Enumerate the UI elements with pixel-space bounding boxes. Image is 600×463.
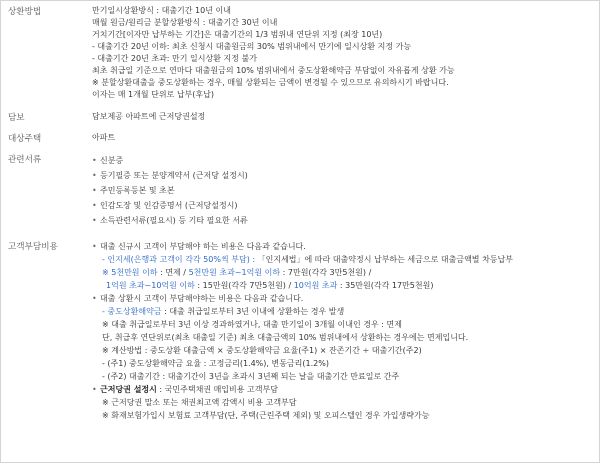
bullet-icon: • bbox=[92, 216, 97, 225]
prepayment-fee-note: 단, 취급후 연단위로(최초 대출일 기준) 최초 대출금액의 10% 범위내에서 상환하는 경우에는 면제입니다. bbox=[102, 333, 469, 342]
prepayment-fee-note: ※ 계산방법 : 중도상환 대출금액 × 중도상환해약금 요율(주1) × 잔존기간 ÷ 대출기간(주2) bbox=[102, 346, 422, 355]
prepayment-fee-note: - (주2) 대출기간 : 대출기간이 3년을 초과시 3년째 되는 날을 대출기간 만료일로 간주 bbox=[102, 372, 400, 381]
document-item: • 신분증 bbox=[92, 153, 598, 168]
document-item: • 등기필증 또는 분양계약서 (근저당 설정시) bbox=[92, 168, 598, 183]
label-collateral: 담보 bbox=[8, 113, 25, 123]
mortgage-lien-line: • 근저당권 설정시 : 국민주택채권 매입비용 고객부담 bbox=[92, 385, 278, 394]
stamp-tax-tiers: ※ 5천만원 이하 : 면제 / 5천만원 초과~1억원 이하 : 7만원(각각 3만5천원) / bbox=[102, 268, 372, 277]
documents-list bbox=[92, 153, 598, 228]
bullet-icon: • bbox=[92, 294, 97, 303]
cost-intro-repay: • 대출 상환시 고객이 부담해야하는 비용은 다음과 같습니다. bbox=[92, 294, 304, 303]
prepayment-fee-note: - (주1) 중도상환해약금 요율 : 고정금리(1.4%), 변동금리(1.2%) bbox=[102, 359, 329, 368]
repay-line: ※ 분할상환대출을 중도상환하는 경우, 매월 상환되는 금액이 변경될 수 있으므로 유의하시기 바랍니다. bbox=[92, 78, 449, 87]
label-documents: 관련서류 bbox=[8, 155, 42, 165]
repay-line: 거치기간[이자만 납부하는 기간]은 대출기간의 1/3 범위내 연단위 지정 (최장 10년) bbox=[92, 30, 383, 39]
value-collateral: 담보제공 아파트에 근저당권설정 bbox=[92, 112, 206, 121]
stamp-tax-tiers-2: 1억원 초과~10억원 이하 : 15만원(각각 7만5천원) / 10억원 초과 : 35만원(각각 17만5천원) bbox=[106, 281, 434, 290]
bullet-icon: • bbox=[92, 156, 97, 165]
customer-cost-details bbox=[92, 240, 598, 422]
label-customer-cost: 고객부담비용 bbox=[8, 242, 58, 252]
bullet-icon: • bbox=[92, 171, 97, 180]
bullet-icon: • bbox=[92, 186, 97, 195]
document-item: • 인감도장 및 인감증명서 (근저당설정시) bbox=[92, 198, 598, 213]
repay-line: 이자는 매 1개월 단위로 납부(후납) bbox=[92, 90, 214, 99]
prepayment-fee-note: ※ 대출 취급일로부터 3년 이상 경과하였거나, 대출 만기일이 3개월 이내인 경우 : 면제 bbox=[102, 320, 402, 329]
repay-line: 최초 취급일 기준으로 연마다 대출원금의 10% 범위내에서 중도상환해약금 부담없이 자유롭게 상환 가능 bbox=[92, 66, 455, 75]
repay-line: 만기일시상환방식 : 대출기간 10년 이내 bbox=[92, 6, 231, 15]
mortgage-lien-note: ※ 근저당권 말소 또는 채권최고액 감액시 비용 고객부담 bbox=[102, 398, 297, 407]
bullet-icon: • bbox=[92, 385, 97, 394]
bullet-icon: • bbox=[92, 201, 97, 210]
value-repayment bbox=[92, 5, 598, 101]
bullet-icon: • bbox=[92, 242, 97, 251]
prepayment-fee-line: - 중도상환해약금 : 대출 취급일로부터 3년 이내에 상환하는 경우 발생 bbox=[102, 307, 345, 316]
repay-line: 매월 원금/원리금 분할상환방식 : 대출기간 30년 이내 bbox=[92, 18, 278, 27]
label-repayment: 상환방법 bbox=[8, 7, 42, 17]
value-target-housing: 아파트 bbox=[92, 133, 116, 142]
document-item: • 소득관련서류(필요시) 등 기타 필요한 서류 bbox=[92, 213, 598, 228]
repay-line: - 대출기간 20년 이하: 최초 신청시 대출원금의 30% 범위내에서 만기에 일시상환 지정 가능 bbox=[92, 42, 412, 51]
cost-intro-new: • 대출 신규시 고객이 부담해야 하는 비용은 다음과 같습니다. bbox=[92, 242, 306, 251]
document-item: • 주민등록등본 및 초본 bbox=[92, 183, 598, 198]
label-target-housing: 대상주택 bbox=[8, 134, 42, 144]
stamp-tax-line: - 인지세(은행과 고객이 각각 50%씩 부담) : 「인지세법」에 따라 대출약정시 납부하는 세금으로 대출금액별 차등납부 bbox=[102, 255, 513, 264]
mortgage-lien-note: ※ 화재보험가입시 보험료 고객부담(단, 주택(근린주택 제외) 및 오피스텔인 경우 가입생략가능 bbox=[102, 411, 430, 420]
repay-line: - 대출기간 20년 초과: 만기 일시상환 지정 불가 bbox=[92, 54, 257, 63]
